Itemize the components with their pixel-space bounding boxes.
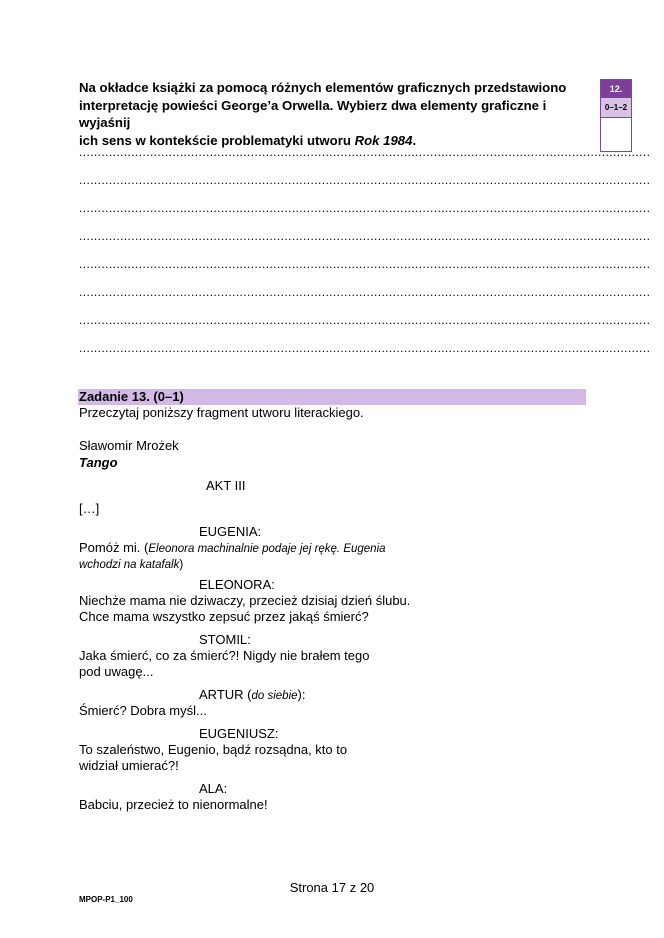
stomil-line-2: pod uwagę... xyxy=(79,664,154,679)
eugenia-speech: Pomóż mi. ( xyxy=(79,540,149,555)
points-label: 0–1–2 xyxy=(601,98,631,118)
excerpt-author: Sławomir Mrożek xyxy=(79,438,179,453)
answer-line-2[interactable]: ......................................................................................................................................................... xyxy=(79,173,651,187)
artur-direction: do siebie xyxy=(251,690,298,702)
task-number-label: 12. xyxy=(601,80,631,98)
stage-direction-1: Eleonora machinalnie podaje jej rękę. Eugenia xyxy=(148,543,386,555)
score-box xyxy=(600,79,632,152)
speaker-stomil: STOMIL: xyxy=(199,632,251,647)
eleonora-line-1: Niechże mama nie dziwaczy, przecież dzisiaj dzień ślubu. xyxy=(79,593,411,608)
question-line-2: interpretację powieści George’a Orwella. Wybierz dwa elementy graficzne i wyjaśnij xyxy=(79,97,547,130)
eugenia-line-1 xyxy=(79,540,386,557)
answer-line-5[interactable]: ......................................................................................................................................................... xyxy=(79,257,651,271)
question-12-text xyxy=(79,79,589,149)
eleonora-line-2: Chce mama wszystko zepsuć przez jakąś śmierć? xyxy=(79,609,369,624)
speaker-eleonora: ELEONORA: xyxy=(199,577,275,592)
artur-name: ARTUR ( xyxy=(199,687,252,702)
page-number: Strona 17 z 20 xyxy=(289,880,375,895)
question-line-1: Na okładce książki za pomocą różnych elementów graficznych przedstawiono xyxy=(79,80,567,95)
speaker-ala: ALA: xyxy=(199,781,228,796)
excerpt-ellipsis: […] xyxy=(79,501,100,516)
book-title: Rok 1984 xyxy=(354,132,413,148)
speaker-artur xyxy=(199,687,305,704)
answer-line-7[interactable]: ......................................................................................................................................................... xyxy=(79,313,651,327)
question-line-3-prefix: ich sens w kontekście problematyki utworu xyxy=(79,132,355,148)
task-13-instruction: Przeczytaj poniższy fragment utworu literackiego. xyxy=(79,405,364,420)
speaker-eugenia: EUGENIA: xyxy=(199,524,262,539)
speaker-eugeniusz: EUGENIUSZ: xyxy=(199,726,279,741)
ala-line: Babciu, przecież to nienormalne! xyxy=(79,797,268,812)
question-line-3-suffix: . xyxy=(412,132,417,148)
stage-direction-close: ) xyxy=(179,559,184,571)
act-label: AKT III xyxy=(206,478,246,493)
stomil-line-1: Jaka śmierć, co za śmierć?! Nigdy nie brałem tego xyxy=(79,648,370,663)
eugeniusz-line-1: To szaleństwo, Eugenio, bądź rozsądna, kto to xyxy=(79,742,348,757)
exam-code: MPOP-P1_100 xyxy=(79,895,133,904)
task-13-header: Zadanie 13. (0–1) xyxy=(78,389,586,405)
answer-line-1[interactable]: ......................................................................................................................................................... xyxy=(79,145,651,159)
artur-suffix: ): xyxy=(297,687,306,702)
answer-line-6[interactable]: ......................................................................................................................................................... xyxy=(79,285,651,299)
eugenia-line-2 xyxy=(79,556,183,573)
excerpt-title: Tango xyxy=(79,455,118,470)
answer-line-8[interactable]: ......................................................................................................................................................... xyxy=(79,341,651,355)
artur-line: Śmierć? Dobra myśl... xyxy=(79,703,207,718)
answer-line-4[interactable]: ......................................................................................................................................................... xyxy=(79,229,651,243)
answer-line-3[interactable]: ......................................................................................................................................................... xyxy=(79,201,651,215)
eugeniusz-line-2: widział umierać?! xyxy=(79,758,179,773)
stage-direction-2: wchodzi na katafalk xyxy=(79,559,180,571)
